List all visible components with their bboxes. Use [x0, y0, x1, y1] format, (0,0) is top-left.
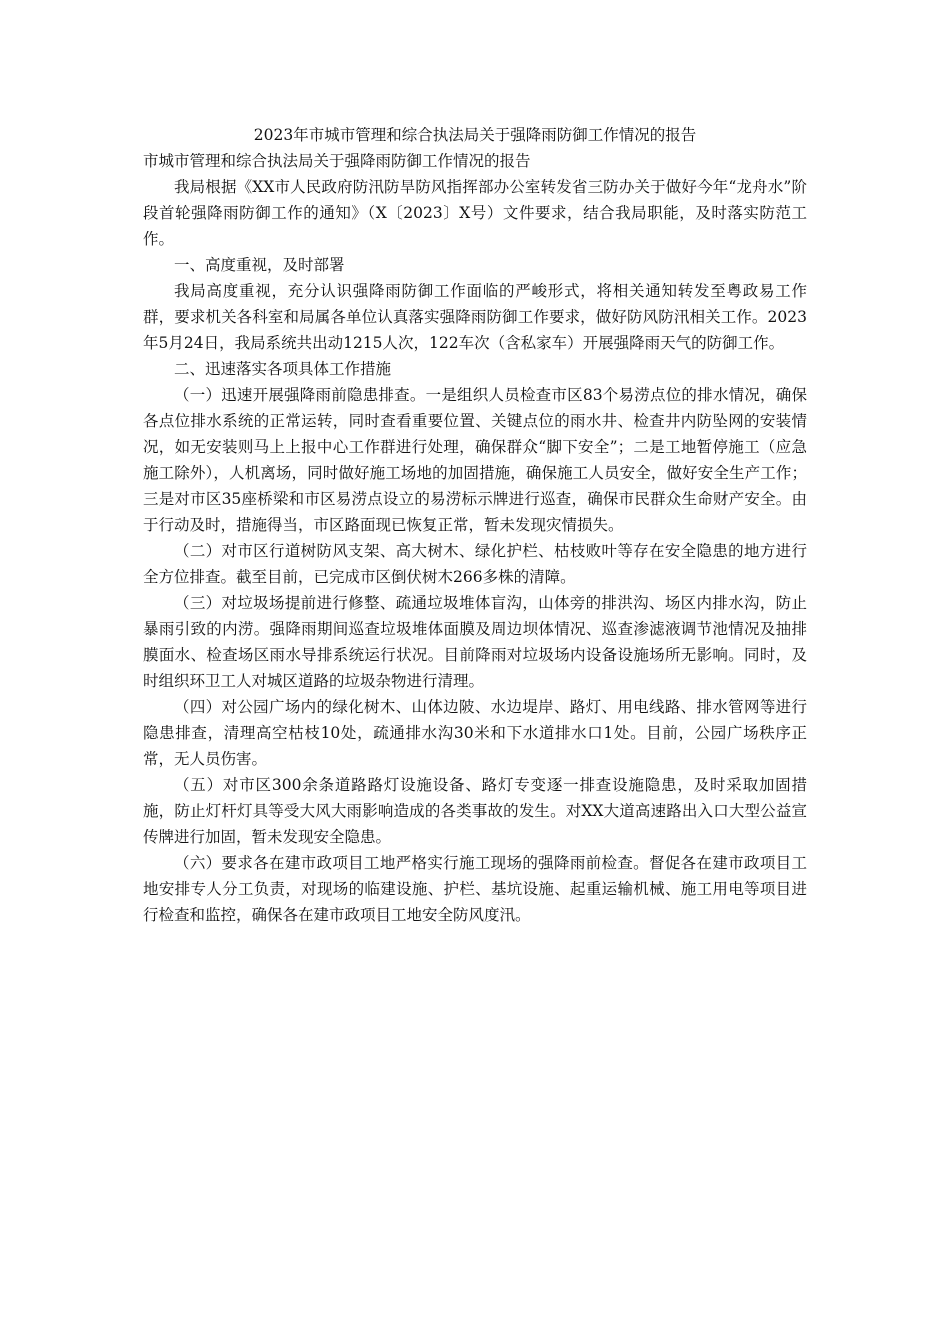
document-subtitle: 市城市管理和综合执法局关于强降雨防御工作情况的报告	[143, 152, 531, 170]
paragraph-item-6: （六）要求各在建市政项目工地严格实行施工现场的强降雨前检查。督促各在建市政项目工地安排专人分工负责，对现场的临建设施、护栏、基坑设施、起重运输机械、施工用电等项目进行检查和监控，确保各在建市政项目工地安全防风度汛。	[143, 854, 807, 924]
document-title: 2023年市城市管理和综合执法局关于强降雨防御工作情况的报告	[253, 126, 697, 144]
paragraph-item-4: （四）对公园广场内的绿化树木、山体边陂、水边堤岸、路灯、用电线路、排水管网等进行隐患排查，清理高空枯枝10处，疏通排水沟30米和下水道排水口1处。目前，公园广场秩序正常，无人员伤害。	[143, 698, 807, 768]
section-heading-2: 二、迅速落实各项具体工作措施	[174, 360, 392, 378]
paragraph-item-5: （五）对市区300余条道路路灯设施设备、路灯专变逐一排查设施隐患，及时采取加固措施，防止灯杆灯具等受大风大雨影响造成的各类事故的发生。对XX大道高速路出入口大型公益宣传牌进行加固，暂未发现安全隐患。	[143, 776, 807, 846]
document-body	[143, 122, 807, 928]
paragraph-item-2: （二）对市区行道树防风支架、高大树木、绿化护栏、枯枝败叶等存在安全隐患的地方进行全方位排查。截至目前，已完成市区倒伏树木266多株的清障。	[143, 542, 807, 586]
paragraph-intro: 我局根据《XX市人民政府防汛防旱防风指挥部办公室转发省三防办关于做好今年“龙舟水”阶段首轮强降雨防御工作的通知》（X〔2023〕X号）文件要求，结合我局职能，及时落实防范工作。	[143, 178, 807, 248]
paragraph-section-1: 我局高度重视，充分认识强降雨防御工作面临的严峻形式，将相关通知转发至粤政易工作群，要求机关各科室和局属各单位认真落实强降雨防御工作要求，做好防风防汛相关工作。2023年5月24日，我局系统共出动1215人次，122车次（含私家车）开展强降雨天气的防御工作。	[143, 282, 807, 352]
section-heading-1: 一、高度重视，及时部署	[174, 256, 345, 274]
paragraph-item-3: （三）对垃圾场提前进行修整、疏通垃圾堆体盲沟，山体旁的排洪沟、场区内排水沟，防止暴雨引致的内涝。强降雨期间巡查垃圾堆体面膜及周边坝体情况、巡查渗滤液调节池情况及抽排膜面水、检查场区雨水导排系统运行状况。目前降雨对垃圾场内设备设施场所无影响。同时，及时组织环卫工人对城区道路的垃圾杂物进行清理。	[143, 594, 807, 690]
paragraph-item-1: （一）迅速开展强降雨前隐患排查。一是组织人员检查市区83个易涝点位的排水情况，确保各点位排水系统的正常运转，同时查看重要位置、关键点位的雨水井、检查井内防坠网的安装情况，如无安装则马上上报中心工作群进行处理，确保群众“脚下安全”；二是工地暂停施工（应急施工除外），人机离场，同时做好施工场地的加固措施，确保施工人员安全，做好安全生产工作；三是对市区35座桥梁和市区易涝点设立的易涝标示牌进行巡查，确保市民群众生命财产安全。由于行动及时，措施得当，市区路面现已恢复正常，暂未发现灾情损失。	[143, 386, 807, 534]
